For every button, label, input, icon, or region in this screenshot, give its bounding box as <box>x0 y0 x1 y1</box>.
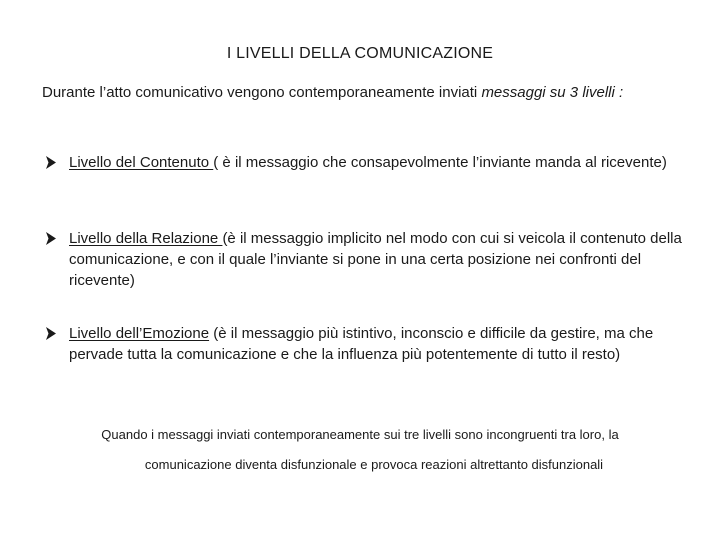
level-term: Livello del Contenuto <box>69 154 214 171</box>
list-item-relationship-level <box>44 228 689 291</box>
list-item-emotion-level <box>44 323 694 365</box>
arrow-right-icon <box>44 323 58 344</box>
arrow-right-icon <box>44 228 58 249</box>
footer-line-1: Quando i messaggi inviati contemporaneamente sui tre livelli sono incongruenti tra loro, la <box>101 427 619 442</box>
level-description: (è il messaggio implicito nel modo con cui si veicola il contenuto della comunicazione, e con il quale l’inviante si pone in una certa posizione nei confronti del ricevente) <box>69 230 682 289</box>
arrow-right-icon <box>44 152 58 173</box>
level-description: (è il messaggio più istintivo, inconscio e difficile da gestire, ma che pervade tutta la comunicazione e che la influenza più potentemente di tutto il resto) <box>69 325 654 363</box>
intro-paragraph <box>42 82 689 103</box>
slide-title: I LIVELLI DELLA COMUNICAZIONE <box>226 45 494 62</box>
intro-text: Durante l’atto comunicativo vengono contemporaneamente inviati <box>42 84 482 101</box>
footer-line-2: comunicazione diventa disfunzionale e provoca reazioni altrettanto disfunzionali <box>144 457 604 472</box>
intro-emphasis: messaggi su 3 livelli : <box>481 84 624 101</box>
level-term: Livello della Relazione <box>69 230 223 247</box>
level-term: Livello dell’Emozione <box>69 325 210 342</box>
level-description: ( è il messaggio che consapevolmente l’inviante manda al ricevente) <box>213 154 667 171</box>
list-item-content-level <box>44 152 689 173</box>
